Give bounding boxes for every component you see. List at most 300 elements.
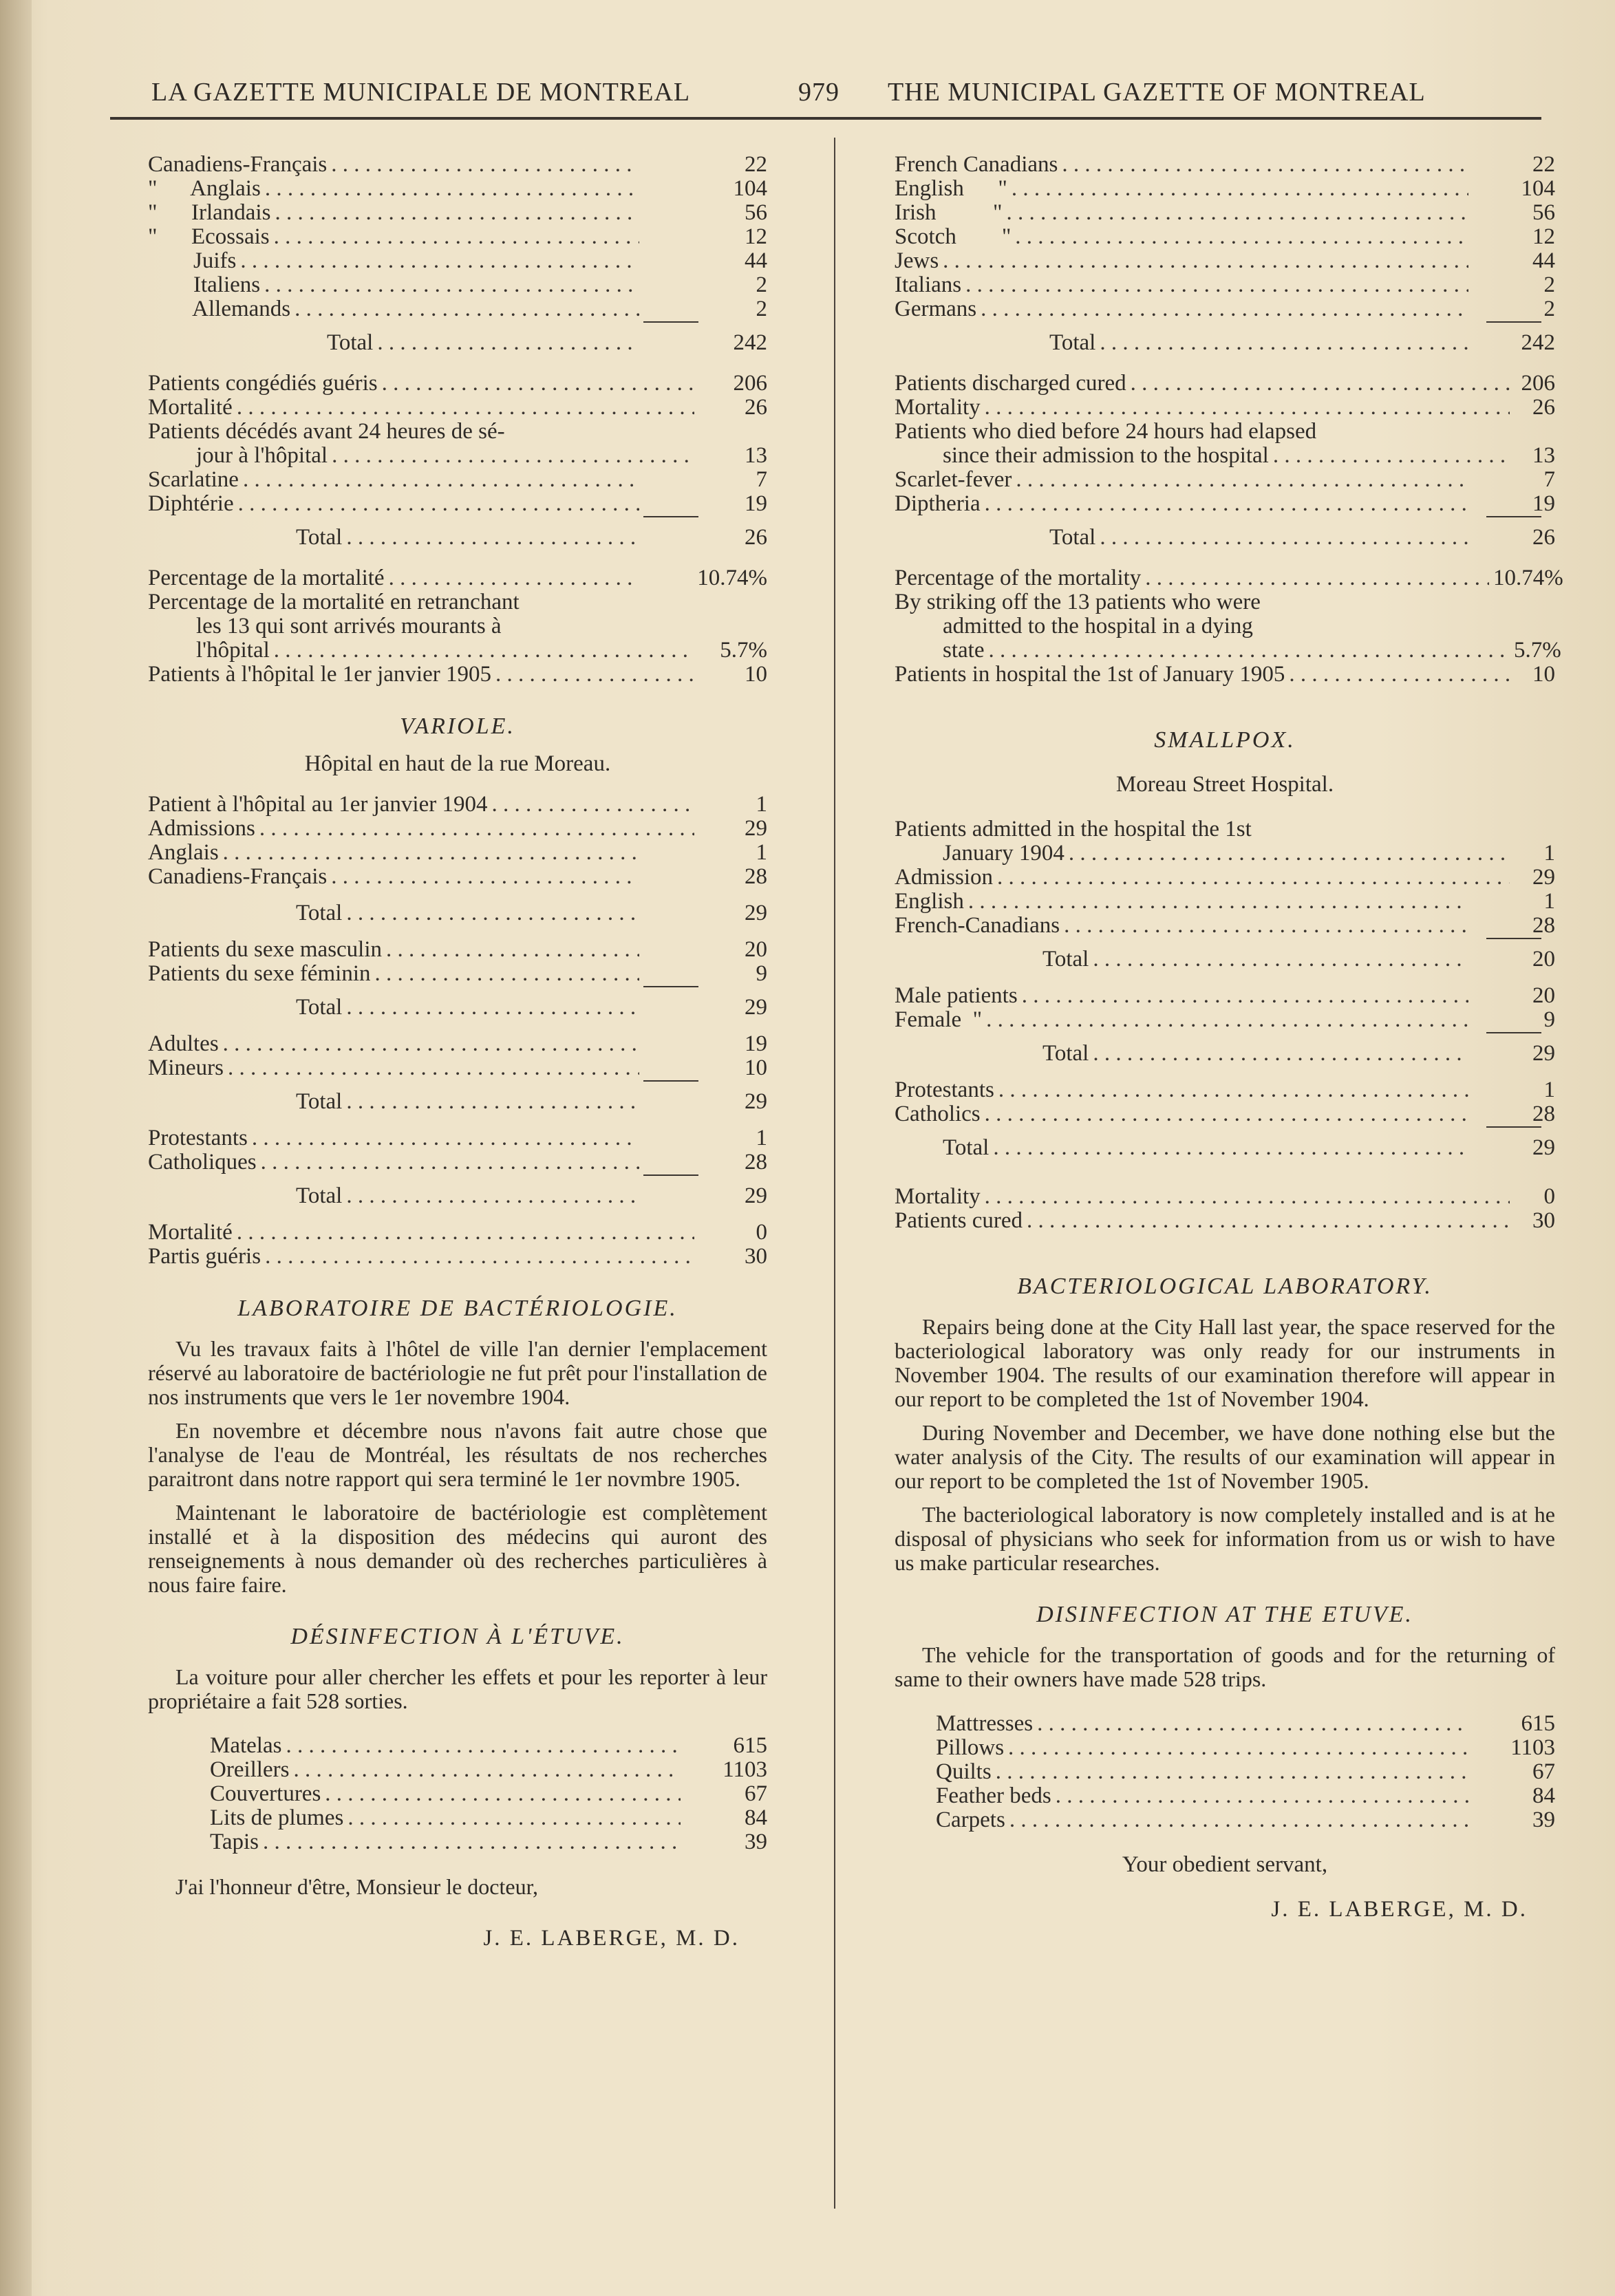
leader-dots [263, 1830, 681, 1854]
row-label: Italians [895, 272, 962, 297]
leader-dots [1009, 1808, 1468, 1832]
leader-dots [1008, 1736, 1468, 1760]
row-value: 56 [1532, 200, 1555, 225]
laboratory-paragraph-2: During November and December, we have done nothing else but the water analysis of the City. The results of our examination will appear in our report to be completed the 1st of November 1905. [895, 1420, 1555, 1493]
table-row [148, 225, 767, 249]
leader-dots [1100, 331, 1468, 355]
row-label: Total [1042, 1041, 1089, 1066]
spacer [895, 972, 1555, 984]
laboratory-paragraph-1: Repairs being done at the City Hall last year, the space reserved for the bacteriological laboratory was only ready for our instruments in November 1904. The results of our examination therefore will appear in our report to be completed the 1st of November 1904. [895, 1314, 1555, 1411]
table-row [148, 938, 767, 962]
row-value: 39 [1532, 1807, 1555, 1832]
row-value: 29 [1532, 865, 1555, 890]
adjusted-percentage-line-2: admitted to the hospital in a dying [943, 614, 1253, 639]
row-label: Scotch " [895, 224, 1012, 249]
row-label: Carpets [936, 1807, 1005, 1832]
row-label: Diptheria [895, 491, 981, 516]
table-row [895, 1712, 1555, 1736]
table-row [895, 866, 1555, 890]
row-label: Juifs [148, 248, 237, 273]
adjusted-percentage-line-1: Percentage de la mortalité en retranchant [148, 590, 520, 614]
row-label: Total [1049, 330, 1096, 355]
spacer [895, 355, 1555, 372]
spacer [148, 1713, 767, 1734]
table-row [148, 273, 767, 297]
leader-dots [1016, 468, 1468, 492]
leader-dots [985, 492, 1468, 516]
leader-dots [985, 1102, 1468, 1126]
spacer [148, 1409, 767, 1419]
spacer [148, 1854, 767, 1875]
disinfection-paragraph: La voiture pour aller chercher les effets et pour les reporter à leur propriétaire a fait 528 sorties. [148, 1664, 767, 1713]
leader-dots [495, 663, 694, 687]
spacer [148, 1320, 767, 1337]
row-value: 615 [733, 1733, 767, 1758]
page-number: 979 [798, 78, 839, 107]
spacer [895, 1066, 1555, 1078]
spacer [148, 1176, 767, 1184]
page-header [151, 77, 1500, 118]
row-value: 22 [1532, 152, 1555, 177]
row-label: Patients à l'hôpital le 1er janvier 1905 [148, 662, 491, 687]
header-english-title: THE MUNICIPAL GAZETTE OF MONTREAL [888, 78, 1426, 107]
leader-dots [985, 396, 1510, 420]
laboratory-paragraph-2: En novembre et décembre nous n'avons fait autre chose que l'analyse de l'eau de Montréal, les résultats de nos recherches paraitront dans notre rapport qui sera terminé le 1er novmbre 1905. [148, 1418, 767, 1491]
row-label: Total [1049, 525, 1096, 550]
row-value: 84 [745, 1805, 767, 1830]
spacer [895, 1493, 1555, 1503]
leader-dots [1056, 1784, 1468, 1808]
row-label: Canadiens-Français [148, 152, 328, 177]
leader-dots [375, 962, 639, 986]
leader-dots [243, 468, 639, 492]
french-column [148, 153, 767, 1951]
adjusted-percentage-last [148, 639, 767, 663]
row-value: 29 [745, 1183, 767, 1208]
leader-dots [293, 1758, 681, 1782]
row-value: 1103 [1510, 1735, 1555, 1760]
signature: J. E. LABERGE, M. D. [1271, 1897, 1528, 1922]
table-row [148, 1806, 767, 1830]
spacer [148, 1114, 767, 1126]
spacer [148, 925, 767, 938]
table-row [895, 1209, 1555, 1233]
table-row [148, 1758, 767, 1782]
row-value: 30 [745, 1244, 767, 1269]
table-row [895, 1760, 1555, 1784]
leader-dots [331, 153, 639, 177]
adjusted-percentage-last [895, 638, 1561, 663]
leader-dots [1069, 841, 1510, 866]
row-value: 206 [1521, 371, 1555, 396]
row-value: 2 [756, 297, 767, 321]
spacer [895, 687, 1555, 728]
leader-dots [237, 396, 694, 420]
row-value: 67 [1532, 1759, 1555, 1784]
row-value: 10.74% [1493, 566, 1563, 590]
row-value: 1 [1543, 841, 1555, 866]
table-row [148, 249, 767, 273]
row-value: 1 [1543, 1077, 1555, 1102]
leader-dots [968, 890, 1468, 914]
row-label: Quilts [936, 1759, 992, 1784]
leader-dots [325, 1782, 681, 1806]
table-row [148, 865, 767, 889]
row-value: 13 [1532, 443, 1555, 468]
row-value: 29 [745, 995, 767, 1020]
row-label: Tapis [210, 1830, 259, 1854]
row-value: 9 [756, 961, 767, 986]
row-label: Partis guéris [148, 1244, 261, 1269]
laboratory-paragraph-3: The bacteriological laboratory is now completely installed and is at he disposal of physicians who seek for information from us or wish to have us make particular researches. [895, 1502, 1555, 1575]
leader-dots [223, 1032, 639, 1056]
row-value: 1 [1543, 889, 1555, 914]
row-value: 1103 [723, 1757, 767, 1782]
row-value: 2 [756, 272, 767, 297]
table-row [895, 153, 1555, 177]
table-row [895, 1008, 1555, 1032]
row-value: 10 [745, 662, 767, 687]
row-label: Mortality [895, 395, 981, 420]
table-row [895, 1784, 1555, 1808]
spacer [148, 776, 767, 793]
row-value: 84 [1532, 1783, 1555, 1808]
total-row [148, 526, 767, 550]
leader-dots [238, 492, 639, 516]
leader-dots [1100, 526, 1468, 550]
row-value: 67 [745, 1781, 767, 1806]
row-value: 7 [756, 467, 767, 492]
leader-dots [988, 639, 1510, 663]
row-label: Patients congédiés guéris [148, 371, 378, 396]
spacer [895, 1411, 1555, 1421]
row-label: Total [1042, 947, 1089, 972]
table-row [148, 1245, 767, 1269]
row-value: 1 [756, 840, 767, 865]
table-row [148, 817, 767, 841]
leader-dots [382, 372, 694, 396]
table-row [895, 225, 1555, 249]
row-value: 12 [1532, 224, 1555, 249]
leader-dots [265, 1245, 694, 1269]
leader-dots [1131, 372, 1510, 396]
row-label: Catholics [895, 1102, 981, 1126]
leader-dots [265, 177, 639, 201]
row-value: 26 [745, 525, 767, 550]
spacer [148, 355, 767, 372]
row-label: Admissions [148, 816, 255, 841]
row-value: 28 [1532, 1102, 1555, 1126]
row-value: 20 [1532, 983, 1555, 1008]
leader-dots [223, 841, 639, 865]
smallpox-subtitle: Moreau Street Hospital. [1115, 772, 1334, 797]
leader-dots [274, 639, 694, 663]
row-label: Irish " [895, 200, 1003, 225]
total-row [895, 947, 1555, 972]
row-label: Total [327, 330, 374, 355]
row-value: 28 [745, 864, 767, 889]
leader-dots [331, 865, 639, 889]
leader-dots [965, 273, 1468, 297]
table-row [148, 396, 767, 420]
table-row [148, 201, 767, 225]
row-label: Oreillers [210, 1757, 290, 1782]
leader-dots [491, 793, 694, 817]
leader-dots [346, 1184, 639, 1208]
spacer [895, 1233, 1555, 1274]
january-row [895, 663, 1555, 687]
row-value: 10.74% [697, 566, 767, 590]
row-value: 29 [745, 1089, 767, 1114]
row-value: 20 [745, 937, 767, 962]
table-row [895, 273, 1555, 297]
spacer [148, 1020, 767, 1032]
row-label: Percentage of the mortality [895, 566, 1142, 590]
table-row [148, 962, 767, 986]
leader-dots [993, 1136, 1468, 1160]
leader-dots [1273, 444, 1510, 468]
leader-dots [943, 249, 1468, 273]
row-value: 7 [1543, 467, 1555, 492]
row-label: since their admission to the hospital [943, 443, 1269, 468]
row-label: Total [296, 1183, 343, 1208]
row-value: 19 [745, 491, 767, 516]
table-row [148, 1830, 767, 1854]
row-label: Scarlatine [148, 467, 239, 492]
table-row [895, 492, 1555, 516]
table-row [895, 297, 1555, 321]
row-label: French-Canadians [895, 913, 1060, 938]
row-label: Mineurs [148, 1055, 224, 1080]
spacer [148, 1597, 767, 1624]
row-label: Catholiques [148, 1150, 257, 1174]
total-row [895, 1136, 1555, 1160]
row-label: l'hôpital [196, 638, 270, 663]
row-value: 242 [1521, 330, 1555, 355]
row-value: 1 [756, 1126, 767, 1150]
spacer [895, 517, 1555, 526]
leader-dots [240, 249, 639, 273]
table-row [148, 793, 767, 817]
row-value: 12 [745, 224, 767, 249]
spacer [148, 1269, 767, 1296]
page-binding [0, 0, 32, 2296]
variole-heading: VARIOLE. [400, 714, 515, 739]
adjusted-percentage-line-2: les 13 qui sont arrivés mourants à [196, 614, 502, 639]
disinfection-paragraph: The vehicle for the transportation of goods and for the returning of same to their owners have made 528 trips. [895, 1642, 1555, 1691]
row-label: Mortalité [148, 1220, 233, 1245]
died-row-last [148, 444, 767, 468]
table-row [895, 890, 1555, 914]
row-label: English " [895, 176, 1007, 201]
row-value: 5.7% [720, 638, 767, 663]
spacer [148, 550, 767, 566]
table-row [895, 914, 1555, 938]
row-value: 13 [745, 443, 767, 468]
table-row [895, 1102, 1555, 1126]
row-label: Admission [895, 865, 994, 890]
spacer [895, 797, 1555, 817]
row-value: 9 [1543, 1007, 1555, 1032]
leader-dots [275, 201, 639, 225]
leader-dots [1145, 566, 1489, 590]
leader-dots [346, 526, 639, 550]
row-label: Adultes [148, 1031, 219, 1056]
died-row-line-1: Patients décédés avant 24 heures de sé- [148, 419, 505, 444]
row-value: 5.7% [1514, 638, 1561, 663]
smallpox-heading: SMALLPOX. [1154, 727, 1296, 753]
spacer [895, 1691, 1555, 1712]
leader-dots [274, 225, 639, 249]
leader-dots [295, 297, 639, 321]
row-label: Total [296, 525, 343, 550]
row-label: Total [943, 1135, 990, 1160]
row-value: 28 [1532, 913, 1555, 938]
row-value: 44 [1532, 248, 1555, 273]
row-value: 615 [1521, 1711, 1555, 1736]
table-row [895, 1736, 1555, 1760]
table-row [148, 1734, 767, 1758]
spacer [148, 1082, 767, 1090]
row-value: 2 [1543, 297, 1555, 321]
spacer [895, 1832, 1555, 1853]
row-value: 29 [1532, 1135, 1555, 1160]
leader-dots [346, 901, 639, 925]
table-row [895, 177, 1555, 201]
total-row [148, 996, 767, 1020]
leader-dots [996, 1760, 1468, 1784]
leader-dots [237, 1221, 694, 1245]
row-value: 242 [733, 330, 767, 355]
row-label: Patients in hospital the 1st of January 1905 [895, 662, 1285, 687]
table-row [895, 396, 1555, 420]
row-label: Mortality [895, 1184, 981, 1209]
leader-dots [264, 273, 639, 297]
leader-dots [985, 1185, 1510, 1209]
spacer [895, 1298, 1555, 1315]
row-label: " Anglais [148, 176, 261, 201]
row-label: Patients du sexe masculin [148, 937, 383, 962]
laboratory-heading: LABORATOIRE DE BACTÉRIOLOGIE. [237, 1296, 678, 1321]
row-label: Total [296, 1089, 343, 1114]
header-french-title: LA GAZETTE MUNICIPALE DE MONTREAL [151, 78, 691, 107]
total-row [895, 1042, 1555, 1066]
total-row [895, 526, 1555, 550]
spacer [148, 1899, 767, 1927]
english-column [895, 152, 1563, 1922]
laboratory-heading: BACTERIOLOGICAL LABORATORY. [1017, 1274, 1433, 1299]
row-label: Female " [895, 1007, 983, 1032]
spacer [148, 987, 767, 996]
row-value: 1 [756, 792, 767, 817]
row-label: Diphtérie [148, 491, 234, 516]
row-value: 0 [1543, 1184, 1555, 1209]
leader-dots [346, 1090, 639, 1114]
row-label: Patient à l'hôpital au 1er janvier 1904 [148, 792, 488, 817]
row-label: English [895, 889, 964, 914]
row-value: 29 [745, 816, 767, 841]
table-row [148, 468, 767, 492]
table-row [148, 297, 767, 321]
disinfection-heading: DISINFECTION AT THE ETUVE. [1036, 1602, 1413, 1627]
row-label: Feather beds [936, 1783, 1051, 1808]
leader-dots [259, 817, 694, 841]
table-row [148, 1782, 767, 1806]
leader-dots [981, 297, 1468, 321]
spacer [895, 939, 1555, 947]
leader-dots [997, 866, 1510, 890]
table-row [895, 249, 1555, 273]
admitted-row-line-1: Patients admitted in the hospital the 1st [895, 817, 1252, 841]
row-label: Jews [895, 248, 939, 273]
laboratory-paragraph-1: Vu les travaux faits à l'hôtel de ville l'an dernier l'emplacement réservé au laboratoire de bactériologie ne fut prêt pour l'installation de nos instruments que vers le 1er novembre 1904. [148, 1336, 767, 1409]
table-row [895, 1078, 1555, 1102]
row-label: Male patients [895, 983, 1018, 1008]
leader-dots [261, 1150, 639, 1174]
table-row [895, 1185, 1555, 1209]
percentage-row [895, 566, 1563, 590]
died-row-last [895, 444, 1555, 468]
leader-dots [1027, 1209, 1510, 1233]
row-label: Total [296, 901, 343, 925]
row-value: 10 [745, 1055, 767, 1080]
table-row [895, 1808, 1555, 1832]
spacer [148, 889, 767, 901]
leader-dots [386, 938, 639, 962]
died-row-line-1: Patients who died before 24 hours had elapsed [895, 419, 1317, 444]
row-label: Canadiens-Français [148, 864, 328, 889]
row-value: 29 [1532, 1041, 1555, 1066]
table-row [148, 1221, 767, 1245]
percentage-row [148, 566, 767, 590]
spacer [895, 1160, 1555, 1185]
column-divider [834, 138, 835, 2209]
row-label: Mattresses [936, 1711, 1034, 1736]
row-value: 0 [756, 1220, 767, 1245]
row-label: Patients discharged cured [895, 371, 1126, 396]
table-row [148, 1056, 767, 1080]
row-label: state [943, 638, 985, 663]
signature: J. E. LABERGE, M. D. [483, 1926, 740, 1951]
row-label: Germans [895, 297, 977, 321]
closing-line: J'ai l'honneur d'être, Monsieur le docteur, [175, 1874, 538, 1899]
row-label: Matelas [210, 1733, 282, 1758]
row-value: 29 [745, 901, 767, 925]
disinfection-heading: DÉSINFECTION À L'ÉTUVE. [290, 1624, 625, 1649]
row-value: 206 [733, 371, 767, 396]
row-value: 19 [745, 1031, 767, 1056]
spacer [895, 752, 1555, 773]
row-label: January 1904 [943, 841, 1065, 866]
table-row [895, 984, 1555, 1008]
table-row [148, 372, 767, 396]
closing-line: Your obedient servant, [1122, 1852, 1328, 1877]
row-value: 26 [745, 395, 767, 420]
table-row [895, 372, 1555, 396]
spacer [895, 550, 1555, 566]
spacer [148, 687, 767, 714]
total-row [148, 901, 767, 925]
leader-dots [1064, 914, 1468, 938]
spacer [895, 1627, 1555, 1643]
row-label: Patients cured [895, 1208, 1023, 1233]
leader-dots [347, 1806, 681, 1830]
leader-dots [1006, 201, 1468, 225]
row-label: Pillows [936, 1735, 1005, 1760]
row-label: " Irlandais [148, 200, 271, 225]
table-row [148, 1126, 767, 1150]
spacer [148, 1491, 767, 1501]
